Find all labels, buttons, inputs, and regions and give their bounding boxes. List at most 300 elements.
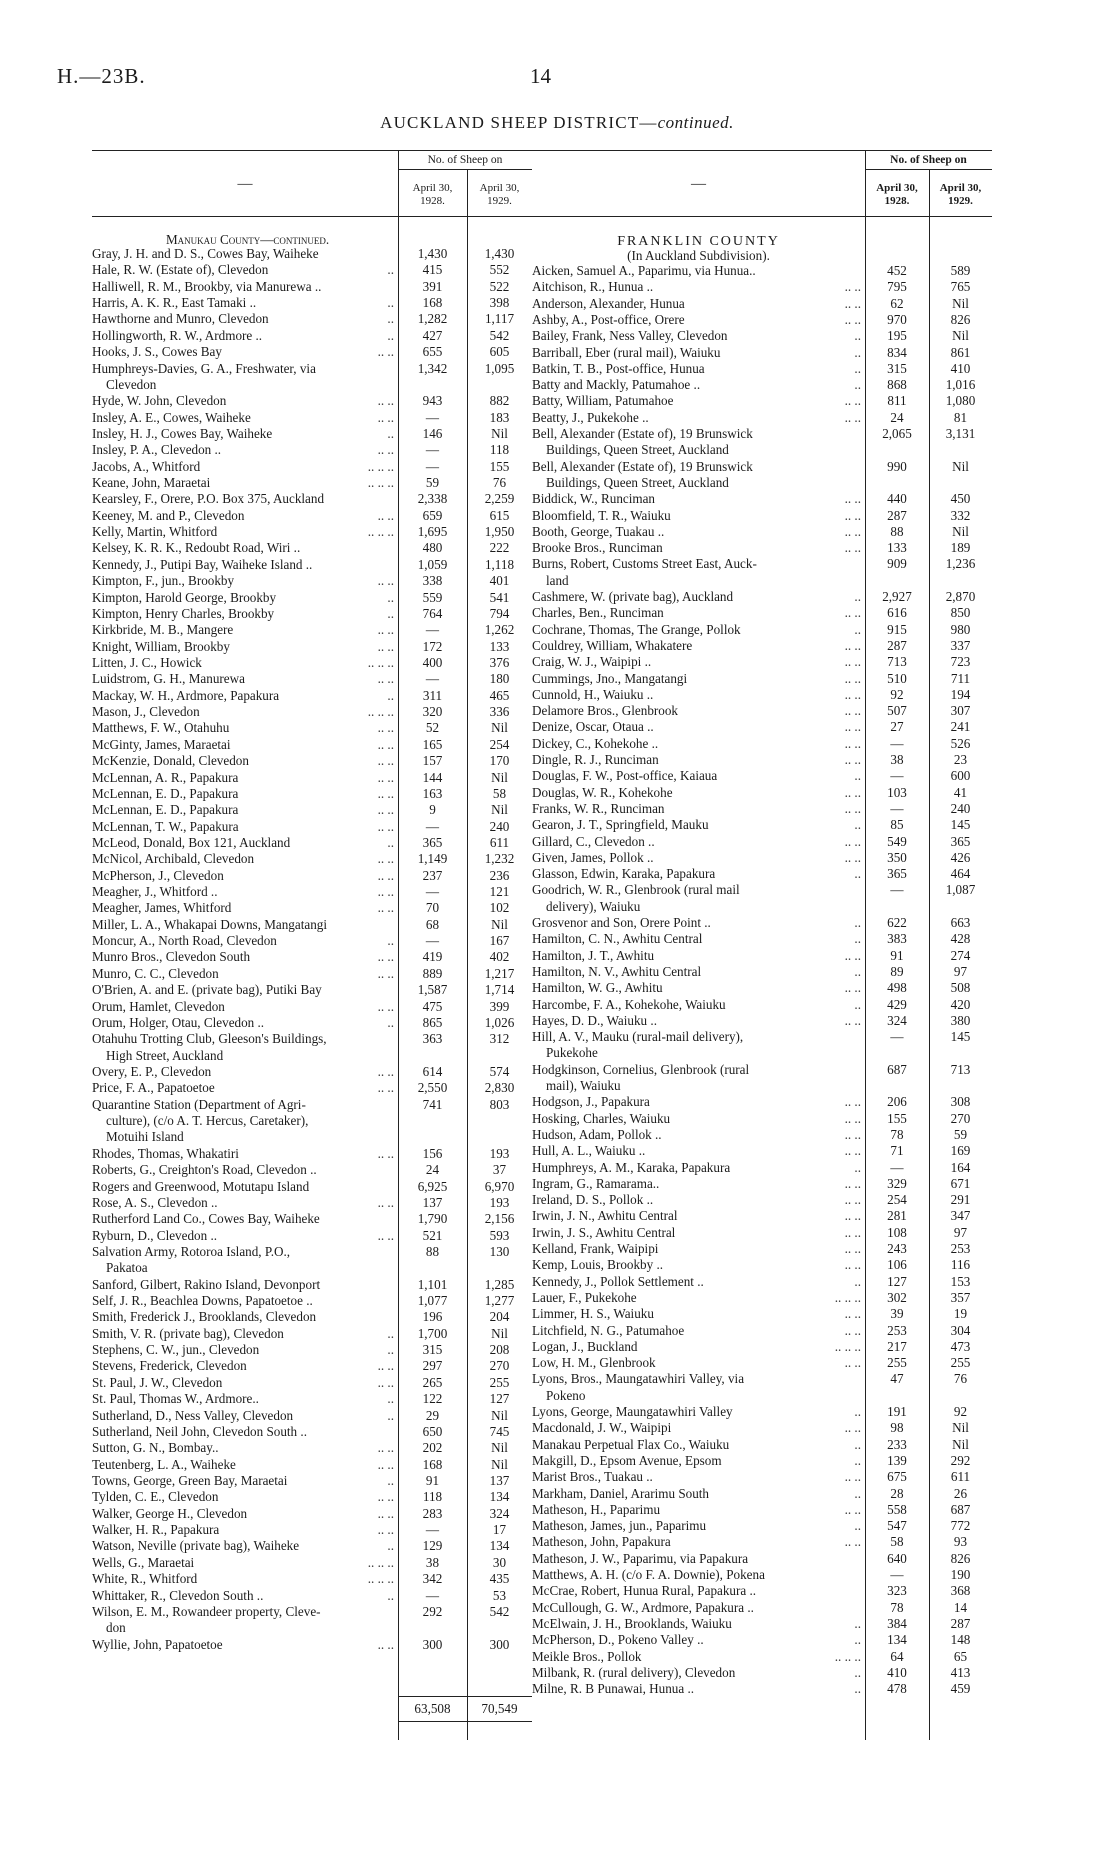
- row-name: Wells, G., Maraetai: [92, 1554, 195, 1570]
- group-header: No. of Sheep on: [427, 154, 503, 166]
- row-name: Kelly, Martin, Whitford: [92, 524, 218, 540]
- document-reference: H.—23B.: [57, 64, 146, 88]
- row-leader-dots: ..: [387, 1538, 394, 1554]
- row-name: Limmer, H. S., Waiuku: [532, 1306, 654, 1322]
- table-row: [532, 1372, 992, 1386]
- row-value-1929: 332: [950, 507, 971, 523]
- row-value-1929: 190: [950, 1567, 971, 1582]
- row-value-1928: 243: [887, 1241, 907, 1256]
- row-value-1929: 1,080: [945, 393, 976, 409]
- row-name: Cummings, Jno., Mangatangi: [532, 670, 688, 686]
- table-row: [92, 1098, 532, 1112]
- row-value-1929: 410: [950, 360, 971, 376]
- row-value-1928: 217: [887, 1338, 907, 1354]
- row-leader-dots: .. .. ..: [834, 1338, 861, 1354]
- row-value-1928: 2,065: [882, 426, 912, 441]
- row-value-1928: 2,927: [882, 589, 912, 604]
- table-row: [532, 574, 992, 588]
- row-value-1928: 713: [887, 654, 907, 670]
- table-row: [92, 329, 532, 343]
- row-value-1929: 240: [489, 818, 510, 834]
- row-value-1928: 58: [890, 1534, 904, 1550]
- row-leader-dots: ..: [854, 1615, 861, 1631]
- row-leader-dots: .. ..: [844, 637, 861, 653]
- row-name: Lyons, George, Maungatawhiri Valley: [532, 1404, 733, 1419]
- row-value-1929: 663: [950, 915, 971, 930]
- row-value-1929: 450: [950, 491, 971, 507]
- row-leader-dots: .. ..: [844, 833, 861, 849]
- row-name: McKenzie, Donald, Clevedon: [92, 753, 249, 769]
- row-value-1928: 1,342: [417, 360, 448, 376]
- table-row: [92, 754, 532, 768]
- row-value-1929: 336: [489, 704, 510, 720]
- row-value-1928: 324: [887, 1012, 907, 1028]
- row-value-1929: 1,026: [484, 1014, 515, 1030]
- row-name: Kearsley, F., Orere, P.O. Box 375, Auckland: [92, 491, 325, 507]
- row-leader-dots: .. ..: [844, 295, 861, 311]
- row-value-1929: 37: [492, 1162, 507, 1178]
- row-value-1928: 70: [425, 900, 440, 916]
- col1-header-line1: April 30,: [876, 182, 918, 194]
- row-value-1929: 399: [489, 998, 510, 1014]
- row-leader-dots: ..: [854, 1159, 861, 1175]
- row-value-1929: 59: [953, 1126, 968, 1142]
- row-value-1929: 241: [950, 719, 971, 735]
- row-value-1928: 283: [422, 1505, 443, 1521]
- row-value-1929: 130: [489, 1243, 510, 1259]
- row-value-1928: 764: [422, 605, 443, 621]
- row-name: McCullough, G. W., Ardmore, Papakura ..: [532, 1599, 754, 1615]
- row-name: McElwain, J. H., Brooklands, Waiuku: [532, 1615, 732, 1631]
- section-heading-text: Manukau County—continued.: [166, 232, 330, 247]
- table-row: [532, 883, 992, 897]
- row-value-1928: 559: [422, 589, 443, 605]
- row-name: Cochrane, Thomas, The Grange, Pollok: [532, 621, 741, 637]
- row-leader-dots: ..: [854, 996, 861, 1012]
- table-row: [92, 1490, 532, 1504]
- row-name: Insley, P. A., Clevedon ..: [92, 442, 222, 458]
- row-name: Knight, William, Brookby: [92, 638, 230, 654]
- row-leader-dots: .. .. ..: [367, 458, 394, 474]
- row-name: High Street, Auckland: [106, 1047, 224, 1063]
- section-heading-text: FRANKLIN COUNTY: [617, 234, 780, 249]
- table-row: [92, 1049, 532, 1063]
- table-row: [532, 1617, 992, 1631]
- col1-header-line2: 1928.: [884, 195, 910, 207]
- row-value-1928: 98: [890, 1420, 904, 1436]
- table-row: [92, 460, 532, 474]
- row-value-1929: 380: [950, 1012, 971, 1028]
- row-name: Buildings, Queen Street, Auckland: [546, 474, 729, 490]
- row-leader-dots: ..: [854, 328, 861, 344]
- row-value-1928: —: [890, 800, 904, 816]
- row-value-1929: 2,830: [484, 1080, 515, 1096]
- row-value-1928: 292: [422, 1603, 443, 1619]
- row-value-1928: 38: [890, 752, 904, 767]
- right-table: [532, 150, 992, 1740]
- table-row: [92, 1130, 532, 1144]
- row-value-1928: 85: [890, 817, 904, 833]
- left-table: [92, 150, 532, 1740]
- row-leader-dots: .. ..: [844, 1143, 861, 1159]
- table-row: [532, 1063, 992, 1077]
- row-value-1929: 274: [950, 947, 971, 963]
- table-row: [92, 1605, 532, 1619]
- row-leader-dots: .. ..: [377, 1522, 394, 1538]
- row-name: Matheson, H., Paparimu: [532, 1501, 661, 1517]
- row-leader-dots: .. ..: [377, 1505, 394, 1521]
- table-row: [532, 411, 992, 425]
- row-leader-dots: .. ..: [844, 1534, 861, 1550]
- row-value-1929: 882: [489, 393, 510, 409]
- row-leader-dots: ..: [854, 1518, 861, 1534]
- row-value-1928: 616: [887, 605, 907, 621]
- row-leader-dots: ..: [387, 262, 394, 278]
- row-leader-dots: .. ..: [377, 818, 394, 834]
- row-name: Kimpton, F., jun., Brookby: [92, 573, 235, 589]
- row-leader-dots: .. ..: [377, 1145, 394, 1161]
- table-row: [532, 672, 992, 686]
- row-value-1928: —: [890, 1159, 904, 1175]
- row-name: Hyde, W. John, Clevedon: [92, 393, 227, 409]
- table-row: [92, 427, 532, 441]
- row-value-1928: 106: [887, 1257, 907, 1273]
- total-row: [398, 1702, 532, 1716]
- row-value-1928: 156: [422, 1145, 443, 1161]
- row-value-1929: 1,714: [484, 982, 515, 998]
- table-row: [92, 443, 532, 457]
- row-leader-dots: ..: [854, 963, 861, 979]
- row-name: mail), Waiuku: [546, 1078, 621, 1093]
- row-leader-dots: ..: [854, 931, 861, 947]
- row-value-1928: 265: [422, 1374, 443, 1390]
- row-value-1928: 365: [422, 834, 443, 850]
- row-value-1928: 206: [887, 1094, 907, 1110]
- row-value-1929: 324: [489, 1505, 510, 1521]
- row-leader-dots: ..: [854, 344, 861, 360]
- row-leader-dots: .. ..: [844, 409, 861, 425]
- row-value-1929: 426: [950, 849, 971, 865]
- row-value-1928: 365: [887, 866, 907, 882]
- table-row: [92, 950, 532, 964]
- row-value-1929: 155: [489, 458, 510, 474]
- table-row: [92, 1310, 532, 1324]
- row-name: Ireland, D. S., Pollok ..: [532, 1192, 654, 1208]
- row-name: Rhodes, Thomas, Whakatiri: [92, 1145, 239, 1161]
- row-name: White, R., Whitford: [92, 1571, 198, 1587]
- table-row: [92, 525, 532, 539]
- row-value-1928: 146: [422, 425, 443, 441]
- row-leader-dots: ..: [854, 866, 861, 882]
- row-name: Self, J. R., Beachlea Downs, Papatoetoe ..: [92, 1293, 313, 1309]
- row-leader-dots: .. ..: [377, 1227, 394, 1243]
- row-leader-dots: .. ..: [377, 671, 394, 687]
- row-value-1928: —: [425, 671, 440, 687]
- table-row: [92, 1458, 532, 1472]
- row-value-1928: 687: [887, 1061, 907, 1077]
- row-value-1929: 308: [950, 1094, 971, 1110]
- row-leader-dots: .. ..: [844, 686, 861, 702]
- row-leader-dots: ..: [854, 621, 861, 637]
- row-value-1929: 23: [953, 752, 968, 767]
- col2-header-line2: 1929.: [487, 195, 512, 207]
- row-value-1929: 270: [950, 1110, 971, 1126]
- row-leader-dots: .. ..: [377, 802, 394, 818]
- row-leader-dots: .. ..: [377, 884, 394, 900]
- row-name: Meagher, James, Whitford: [92, 900, 232, 916]
- table-row: [92, 1000, 532, 1014]
- row-leader-dots: .. ..: [844, 523, 861, 539]
- row-name: Goodrich, W. R., Glenbrook (rural mail: [532, 882, 740, 898]
- row-value-1928: 52: [425, 720, 440, 736]
- table-row: [532, 1487, 992, 1501]
- row-name: Biddick, W., Runciman: [532, 491, 656, 507]
- row-value-1929: 1,095: [484, 360, 515, 376]
- row-value-1928: 108: [887, 1224, 907, 1240]
- row-value-1929: 304: [950, 1322, 971, 1338]
- table-row: [532, 509, 992, 523]
- table-row: [92, 394, 532, 408]
- table-row: [532, 1275, 992, 1289]
- table-row: [92, 1474, 532, 1488]
- row-leader-dots: .. ..: [844, 784, 861, 800]
- row-value-1928: 29: [425, 1407, 440, 1423]
- row-value-1928: 103: [887, 784, 907, 800]
- table-row: [92, 1343, 532, 1357]
- row-value-1929: 254: [489, 736, 510, 752]
- row-name: Orum, Hamlet, Clevedon: [92, 998, 225, 1014]
- row-leader-dots: ..: [387, 1342, 394, 1358]
- row-name: Luidstrom, G. H., Manurewa: [92, 671, 245, 687]
- column-dash: —: [691, 176, 706, 192]
- row-value-1929: 204: [489, 1309, 510, 1325]
- row-value-1928: 163: [422, 785, 443, 801]
- table-row: [532, 981, 992, 995]
- row-value-1928: 172: [422, 638, 443, 654]
- row-value-1928: 118: [422, 1489, 443, 1505]
- row-value-1929: 980: [950, 621, 971, 637]
- table-row: [92, 1327, 532, 1341]
- row-value-1928: 427: [422, 327, 443, 343]
- row-name: Ryburn, D., Clevedon ..: [92, 1227, 218, 1243]
- row-leader-dots: .. ..: [844, 947, 861, 963]
- table-row: [92, 918, 532, 932]
- row-value-1929: Nil: [491, 425, 508, 441]
- row-name: Anderson, Alexander, Hunua: [532, 295, 685, 311]
- row-name: Bloomfield, T. R., Waiuku: [532, 507, 671, 523]
- table-row: [532, 1291, 992, 1305]
- row-value-1928: 475: [422, 998, 443, 1014]
- row-name: Aitchison, R., Hunua ..: [532, 279, 654, 295]
- row-value-1929: 193: [489, 1145, 510, 1161]
- row-value-1929: 368: [950, 1583, 971, 1599]
- row-leader-dots: ..: [387, 327, 394, 343]
- table-row: [92, 1212, 532, 1226]
- row-name: Meagher, J., Whitford ..: [92, 884, 218, 900]
- row-value-1928: 507: [887, 703, 907, 719]
- row-value-1928: 741: [422, 1096, 443, 1112]
- table-row: [532, 1258, 992, 1272]
- row-name: Smith, V. R. (private bag), Clevedon: [92, 1325, 284, 1341]
- row-leader-dots: ..: [387, 589, 394, 605]
- row-value-1929: 291: [950, 1192, 971, 1208]
- table-row: [92, 1081, 532, 1095]
- row-value-1929: 164: [950, 1159, 971, 1175]
- row-name: Markham, Daniel, Ararimu South: [532, 1485, 710, 1501]
- table-row: [532, 1389, 992, 1403]
- row-name: Douglas, F. W., Post-office, Kaiaua: [532, 768, 718, 784]
- row-leader-dots: .. ..: [377, 1358, 394, 1374]
- row-name: don: [106, 1620, 126, 1636]
- row-leader-dots: .. ..: [377, 851, 394, 867]
- row-leader-dots: .. ..: [844, 1094, 861, 1110]
- table-row: [92, 721, 532, 735]
- table-row: [532, 1161, 992, 1175]
- row-value-1928: 478: [887, 1681, 907, 1697]
- row-value-1928: 675: [887, 1469, 907, 1485]
- row-name: Kimpton, Henry Charles, Brookby: [92, 605, 275, 621]
- table-row: [92, 541, 532, 555]
- row-leader-dots: .. ..: [844, 1501, 861, 1517]
- table-row: [92, 1114, 532, 1128]
- row-value-1929: 14: [953, 1599, 968, 1615]
- row-value-1928: 547: [887, 1518, 907, 1534]
- row-name: Mackay, W. H., Ardmore, Papakura: [92, 687, 280, 703]
- row-leader-dots: .. .. ..: [834, 1648, 861, 1664]
- table-row: [532, 1470, 992, 1484]
- table-row: [532, 1568, 992, 1582]
- row-leader-dots: ..: [387, 687, 394, 703]
- row-name: Keane, John, Maraetai: [92, 475, 211, 491]
- table-row: [532, 623, 992, 637]
- row-leader-dots: .. ..: [844, 849, 861, 865]
- row-leader-dots: ..: [854, 360, 861, 376]
- table-row: [92, 492, 532, 506]
- row-leader-dots: .. ..: [377, 393, 394, 409]
- row-name: McCrae, Robert, Hunua Rural, Papakura ..: [532, 1583, 757, 1599]
- row-name: McGinty, James, Maraetai: [92, 736, 231, 752]
- row-name: Charles, Ben., Runciman: [532, 605, 664, 621]
- row-leader-dots: .. ..: [844, 491, 861, 507]
- row-value-1929: 723: [950, 654, 971, 670]
- row-leader-dots: ..: [854, 1452, 861, 1468]
- table-row: [532, 525, 992, 539]
- row-value-1929: 611: [489, 834, 510, 850]
- row-value-1929: 3,131: [945, 426, 976, 441]
- row-name: Meikle Bros., Pollok: [532, 1648, 642, 1664]
- table-row: [92, 509, 532, 523]
- row-value-1928: 990: [887, 458, 907, 474]
- row-name: Munro, C. C., Clevedon: [92, 965, 219, 981]
- row-value-1929: 169: [950, 1143, 971, 1159]
- row-name: Rogers and Greenwood, Motutapu Island: [92, 1178, 310, 1194]
- row-name: Kennedy, J., Putipi Bay, Waiheke Island ..: [92, 556, 313, 572]
- row-name: Manakau Perpetual Flax Co., Waiuku: [532, 1436, 730, 1452]
- row-name: Mason, J., Clevedon: [92, 704, 200, 720]
- row-value-1929: 1,236: [945, 556, 976, 572]
- row-value-1929: 1,277: [484, 1293, 515, 1309]
- row-value-1929: 137: [489, 1473, 510, 1488]
- table-row: [92, 280, 532, 294]
- table-row: [532, 1454, 992, 1468]
- table-row: [532, 1014, 992, 1028]
- table-row: [532, 818, 992, 832]
- row-value-1928: 27: [890, 719, 904, 735]
- row-leader-dots: .. .. ..: [367, 704, 394, 720]
- table-row: [532, 965, 992, 979]
- row-value-1929: 92: [953, 1404, 968, 1419]
- section-subheading-text: (In Auckland Subdivision).: [627, 248, 770, 263]
- row-value-1928: 255: [887, 1355, 907, 1371]
- row-value-1929: 2,870: [945, 589, 976, 604]
- row-value-1929: Nil: [491, 1407, 508, 1423]
- row-value-1928: 302: [887, 1289, 907, 1305]
- row-value-1929: 600: [950, 768, 971, 784]
- row-value-1928: —: [890, 1567, 904, 1582]
- table-row: [532, 590, 992, 604]
- row-value-1929: 337: [950, 637, 971, 653]
- group-rule: [398, 169, 532, 170]
- row-value-1929: 861: [950, 344, 971, 360]
- row-value-1929: 180: [489, 671, 510, 687]
- row-name: Halliwell, R. M., Brookby, via Manurewa ..: [92, 278, 322, 294]
- row-leader-dots: .. ..: [844, 1012, 861, 1028]
- row-name: Hull, A. L., Waiuku ..: [532, 1143, 646, 1159]
- row-name: Orum, Holger, Otau, Clevedon ..: [92, 1014, 265, 1030]
- row-name: Sutherland, D., Ness Valley, Clevedon: [92, 1407, 294, 1423]
- row-value-1928: —: [425, 884, 440, 900]
- table-row: [532, 492, 992, 506]
- table-row: [532, 541, 992, 555]
- row-value-1929: Nil: [491, 769, 508, 785]
- table-top-rule: [92, 150, 532, 151]
- row-value-1929: Nil: [952, 1436, 969, 1452]
- row-value-1928: 521: [422, 1227, 443, 1243]
- row-leader-dots: .. ..: [844, 540, 861, 556]
- row-name: Harcombe, F. A., Kohekohe, Waiuku: [532, 996, 726, 1012]
- row-value-1928: 452: [887, 263, 907, 278]
- row-value-1929: 76: [953, 1371, 968, 1387]
- row-value-1929: 541: [489, 589, 510, 605]
- row-value-1928: 383: [887, 931, 907, 947]
- row-leader-dots: .. ..: [844, 719, 861, 735]
- row-leader-dots: .. ..: [844, 1306, 861, 1322]
- table-row: [92, 1147, 532, 1161]
- row-value-1928: 24: [425, 1162, 440, 1178]
- title-main: AUCKLAND SHEEP DISTRICT—: [380, 113, 658, 132]
- row-name: Booth, George, Tuakau ..: [532, 523, 665, 539]
- table-row: [92, 1621, 532, 1635]
- row-value-1928: 195: [887, 328, 907, 344]
- row-leader-dots: .. .. ..: [367, 524, 394, 540]
- row-value-1928: 795: [887, 279, 907, 295]
- table-row: [92, 771, 532, 785]
- page-number: 14: [530, 64, 551, 88]
- row-name: Glasson, Edwin, Karaka, Papakura: [532, 866, 716, 882]
- row-leader-dots: .. ..: [844, 1355, 861, 1371]
- row-value-1929: 1,262: [484, 622, 515, 638]
- row-value-1928: 549: [887, 833, 907, 849]
- table-row: [92, 901, 532, 915]
- row-value-1928: 510: [887, 670, 907, 686]
- row-value-1928: 834: [887, 344, 907, 360]
- row-value-1928: 480: [422, 540, 443, 556]
- row-leader-dots: .. ..: [844, 1420, 861, 1436]
- row-value-1929: 26: [953, 1485, 968, 1501]
- row-value-1928: 287: [887, 507, 907, 523]
- row-name: Irwin, J. S., Awhitu Central: [532, 1224, 676, 1240]
- row-name: Kennedy, J., Pollok Settlement ..: [532, 1273, 704, 1289]
